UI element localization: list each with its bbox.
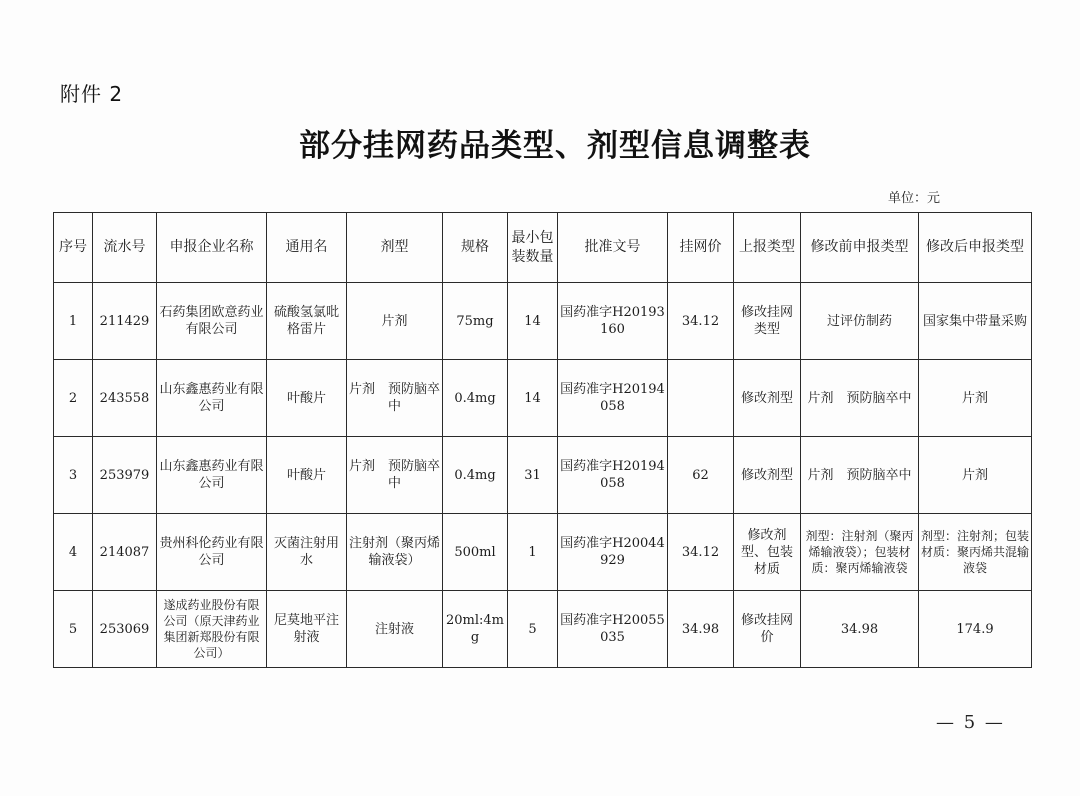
- cell-before-type: 过评仿制药: [801, 283, 919, 360]
- document-title: 部分挂网药品类型、剂型信息调整表: [299, 128, 811, 164]
- table-row: [54, 283, 1032, 360]
- cell-before-type: 片剂 预防脑卒中: [801, 360, 919, 437]
- cell-company: 遂成药业股份有限公司（原天津药业集团新郑股份有限公司）: [157, 591, 267, 668]
- cell-dosage-form: 注射液: [347, 591, 443, 668]
- cell-approval-no: 国药准字H20193160: [558, 283, 668, 360]
- cell-listed-price: 34.12: [668, 514, 734, 591]
- cell-seq: 5: [54, 591, 93, 668]
- cell-spec: 0.4mg: [443, 437, 508, 514]
- cell-generic-name: 叶酸片: [267, 437, 347, 514]
- adjustment-table-container: [53, 212, 1032, 668]
- header-report-type: 上报类型: [734, 213, 801, 283]
- cell-company: 石药集团欧意药业有限公司: [157, 283, 267, 360]
- cell-generic-name: 硫酸氢氯吡格雷片: [267, 283, 347, 360]
- cell-after-type: 174.9: [919, 591, 1032, 668]
- cell-min-pack-qty: 5: [508, 591, 558, 668]
- header-generic-name: 通用名: [267, 213, 347, 283]
- cell-spec: 0.4mg: [443, 360, 508, 437]
- cell-min-pack-qty: 31: [508, 437, 558, 514]
- cell-approval-no: 国药准字H20055035: [558, 591, 668, 668]
- cell-seq: 3: [54, 437, 93, 514]
- cell-approval-no: 国药准字H20194058: [558, 360, 668, 437]
- cell-serial-no: 243558: [93, 360, 157, 437]
- cell-seq: 1: [54, 283, 93, 360]
- cell-report-type: 修改剂型: [734, 437, 801, 514]
- cell-generic-name: 灭菌注射用水: [267, 514, 347, 591]
- cell-before-type: 剂型：注射剂（聚丙烯输液袋）；包装材质：聚丙烯输液袋: [801, 514, 919, 591]
- cell-after-type: 剂型：注射剂；包装材质：聚丙烯共混输液袋: [919, 514, 1032, 591]
- cell-listed-price: 34.98: [668, 591, 734, 668]
- cell-after-type: 片剂: [919, 360, 1032, 437]
- cell-spec: 20ml:4mg: [443, 591, 508, 668]
- cell-company: 山东鑫惠药业有限公司: [157, 360, 267, 437]
- cell-min-pack-qty: 1: [508, 514, 558, 591]
- header-serial-no: 流水号: [93, 213, 157, 283]
- header-approval-no: 批准文号: [558, 213, 668, 283]
- cell-dosage-form: 片剂: [347, 283, 443, 360]
- cell-serial-no: 253979: [93, 437, 157, 514]
- adjustment-table: [53, 212, 1032, 668]
- cell-dosage-form: 注射剂（聚丙烯输液袋）: [347, 514, 443, 591]
- table-row: [54, 514, 1032, 591]
- cell-approval-no: 国药准字H20044929: [558, 514, 668, 591]
- table-row: [54, 591, 1032, 668]
- header-listed-price: 挂网价: [668, 213, 734, 283]
- header-after-type: 修改后申报类型: [919, 213, 1032, 283]
- cell-listed-price: 34.12: [668, 283, 734, 360]
- cell-serial-no: 211429: [93, 283, 157, 360]
- cell-after-type: 国家集中带量采购: [919, 283, 1032, 360]
- cell-min-pack-qty: 14: [508, 283, 558, 360]
- page-number: — 5 —: [936, 712, 1005, 733]
- cell-min-pack-qty: 14: [508, 360, 558, 437]
- cell-seq: 4: [54, 514, 93, 591]
- header-dosage-form: 剂型: [347, 213, 443, 283]
- cell-before-type: 片剂 预防脑卒中: [801, 437, 919, 514]
- attachment-label: 附件 2: [60, 82, 124, 106]
- cell-listed-price: [668, 360, 734, 437]
- cell-generic-name: 叶酸片: [267, 360, 347, 437]
- cell-serial-no: 214087: [93, 514, 157, 591]
- cell-dosage-form: 片剂 预防脑卒中: [347, 360, 443, 437]
- cell-spec: 500ml: [443, 514, 508, 591]
- header-company: 申报企业名称: [157, 213, 267, 283]
- table-row: [54, 437, 1032, 514]
- cell-after-type: 片剂: [919, 437, 1032, 514]
- cell-serial-no: 253069: [93, 591, 157, 668]
- cell-before-type: 34.98: [801, 591, 919, 668]
- unit-label: 单位：元: [888, 191, 941, 206]
- header-before-type: 修改前申报类型: [801, 213, 919, 283]
- cell-approval-no: 国药准字H20194058: [558, 437, 668, 514]
- table-header-row: [54, 213, 1032, 283]
- cell-report-type: 修改剂型、包装材质: [734, 514, 801, 591]
- table-row: [54, 360, 1032, 437]
- cell-report-type: 修改挂网类型: [734, 283, 801, 360]
- cell-seq: 2: [54, 360, 93, 437]
- header-min-pack-qty: 最小包装数量: [508, 213, 558, 283]
- header-spec: 规格: [443, 213, 508, 283]
- cell-report-type: 修改挂网价: [734, 591, 801, 668]
- header-seq: 序号: [54, 213, 93, 283]
- cell-listed-price: 62: [668, 437, 734, 514]
- cell-company: 山东鑫惠药业有限公司: [157, 437, 267, 514]
- cell-company: 贵州科伦药业有限公司: [157, 514, 267, 591]
- cell-spec: 75mg: [443, 283, 508, 360]
- cell-dosage-form: 片剂 预防脑卒中: [347, 437, 443, 514]
- cell-generic-name: 尼莫地平注射液: [267, 591, 347, 668]
- cell-report-type: 修改剂型: [734, 360, 801, 437]
